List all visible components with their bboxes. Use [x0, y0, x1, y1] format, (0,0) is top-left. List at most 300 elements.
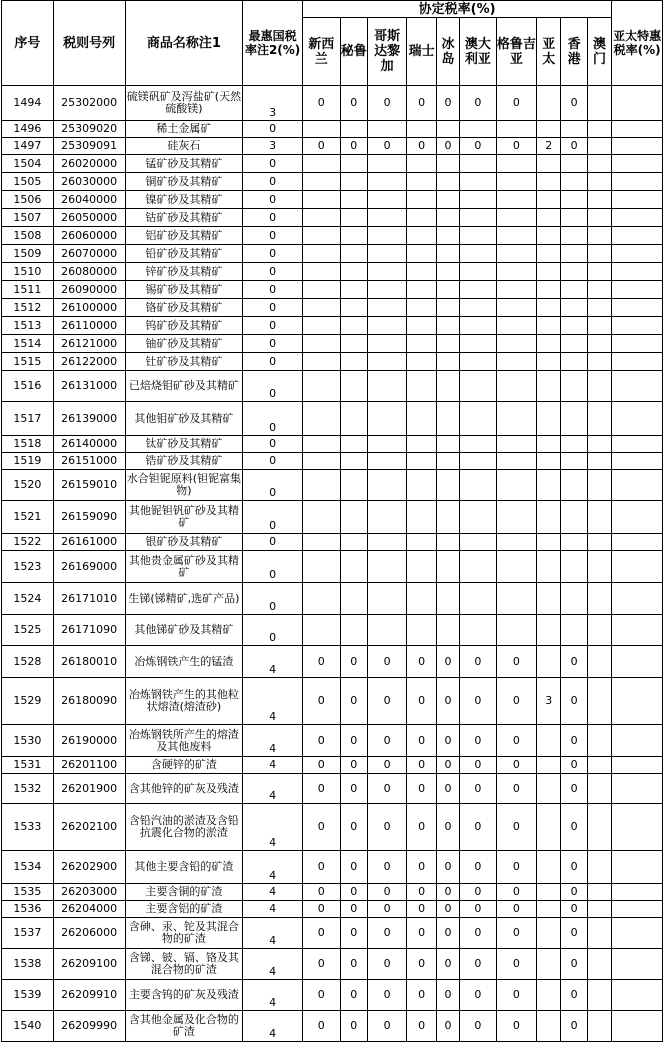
row-special	[612, 1011, 663, 1042]
row-rate	[303, 335, 341, 353]
header-country: 澳大利亚	[460, 18, 496, 86]
row-rate	[460, 402, 496, 436]
row-rate	[460, 371, 496, 402]
row-rate	[460, 317, 496, 335]
row-seq: 1531	[2, 757, 54, 774]
table-row	[2, 884, 663, 901]
row-name: 铅矿砂及其精矿	[125, 245, 243, 263]
row-mfn: 0	[243, 245, 303, 263]
row-rate	[436, 335, 459, 353]
row-rate: 0	[561, 804, 587, 851]
row-special	[612, 470, 663, 501]
row-code: 26209990	[53, 1011, 125, 1042]
row-rate: 0	[460, 901, 496, 918]
row-mfn: 0	[243, 299, 303, 317]
row-rate	[561, 245, 587, 263]
row-special	[612, 534, 663, 551]
row-rate	[407, 453, 436, 470]
row-seq: 1532	[2, 774, 54, 804]
row-rate	[561, 281, 587, 299]
table-row	[2, 901, 663, 918]
row-rate: 0	[303, 901, 341, 918]
row-name: 含其他锌的矿灰及残渣	[125, 774, 243, 804]
row-rate	[367, 470, 407, 501]
row-rate	[367, 299, 407, 317]
row-mfn: 0	[243, 371, 303, 402]
row-mfn: 0	[243, 121, 303, 138]
row-rate	[537, 615, 561, 646]
row-rate: 0	[561, 949, 587, 980]
row-rate	[496, 245, 537, 263]
row-special	[612, 121, 663, 138]
row-special	[612, 501, 663, 534]
row-rate: 0	[303, 725, 341, 757]
row-rate: 0	[460, 949, 496, 980]
row-rate	[537, 281, 561, 299]
table-row	[2, 851, 663, 884]
row-seq: 1539	[2, 980, 54, 1011]
row-rate	[537, 245, 561, 263]
row-rate: 0	[340, 804, 367, 851]
row-rate	[587, 86, 611, 121]
row-special	[612, 774, 663, 804]
table-row	[2, 227, 663, 245]
row-rate	[407, 281, 436, 299]
row-rate	[460, 121, 496, 138]
row-name: 钴矿砂及其精矿	[125, 209, 243, 227]
row-mfn: 4	[243, 1011, 303, 1042]
row-name: 含硬锌的矿渣	[125, 757, 243, 774]
row-rate: 0	[367, 918, 407, 949]
row-seq: 1533	[2, 804, 54, 851]
row-special	[612, 281, 663, 299]
row-special	[612, 191, 663, 209]
row-name: 其他钼矿砂及其精矿	[125, 402, 243, 436]
row-seq: 1494	[2, 86, 54, 121]
row-rate: 0	[407, 1011, 436, 1042]
row-seq: 1513	[2, 317, 54, 335]
row-seq: 1535	[2, 884, 54, 901]
header-name: 商品名称注1	[125, 1, 243, 86]
row-rate: 0	[303, 646, 341, 678]
row-rate	[303, 281, 341, 299]
row-rate	[340, 263, 367, 281]
row-rate	[587, 901, 611, 918]
row-mfn: 4	[243, 980, 303, 1011]
tariff-table	[1, 0, 663, 1042]
row-code: 25302000	[53, 86, 125, 121]
row-rate: 0	[340, 851, 367, 884]
row-rate	[587, 757, 611, 774]
row-rate: 0	[367, 138, 407, 155]
row-rate	[340, 534, 367, 551]
row-seq: 1497	[2, 138, 54, 155]
row-rate	[537, 1011, 561, 1042]
row-rate	[537, 646, 561, 678]
row-rate	[436, 191, 459, 209]
row-rate	[561, 173, 587, 191]
row-rate: 0	[340, 646, 367, 678]
row-seq: 1517	[2, 402, 54, 436]
row-mfn: 4	[243, 901, 303, 918]
row-rate	[407, 501, 436, 534]
row-code: 26171010	[53, 583, 125, 615]
row-rate: 0	[340, 86, 367, 121]
row-rate	[367, 173, 407, 191]
row-seq: 1515	[2, 353, 54, 371]
table-row	[2, 245, 663, 263]
row-rate	[367, 317, 407, 335]
row-name: 铝矿砂及其精矿	[125, 227, 243, 245]
row-name: 硅灰石	[125, 138, 243, 155]
table-row	[2, 86, 663, 121]
row-seq: 1530	[2, 725, 54, 757]
row-rate: 0	[460, 884, 496, 901]
row-rate	[407, 121, 436, 138]
row-special	[612, 949, 663, 980]
row-rate	[436, 551, 459, 583]
row-rate: 0	[460, 1011, 496, 1042]
row-rate: 0	[436, 774, 459, 804]
table-row	[2, 299, 663, 317]
row-rate	[537, 453, 561, 470]
row-code: 26080000	[53, 263, 125, 281]
row-rate: 0	[561, 884, 587, 901]
row-rate	[340, 209, 367, 227]
row-rate: 0	[496, 725, 537, 757]
row-rate	[407, 245, 436, 263]
row-rate	[496, 470, 537, 501]
row-rate: 0	[496, 884, 537, 901]
row-rate	[303, 453, 341, 470]
row-rate	[367, 436, 407, 453]
table-row	[2, 281, 663, 299]
row-rate	[340, 191, 367, 209]
row-rate	[537, 191, 561, 209]
table-row	[2, 551, 663, 583]
row-mfn: 0	[243, 583, 303, 615]
row-rate	[407, 317, 436, 335]
row-special	[612, 335, 663, 353]
row-rate	[460, 245, 496, 263]
row-code: 26203000	[53, 884, 125, 901]
row-rate	[460, 453, 496, 470]
row-rate: 0	[340, 774, 367, 804]
row-rate	[460, 534, 496, 551]
row-special	[612, 980, 663, 1011]
row-rate	[561, 402, 587, 436]
row-rate: 0	[561, 851, 587, 884]
row-rate	[587, 1011, 611, 1042]
row-code: 26209910	[53, 980, 125, 1011]
row-rate	[303, 371, 341, 402]
row-rate	[496, 299, 537, 317]
row-rate	[303, 227, 341, 245]
table-row	[2, 678, 663, 725]
row-rate: 0	[436, 86, 459, 121]
row-seq: 1516	[2, 371, 54, 402]
row-rate: 0	[460, 86, 496, 121]
table-row	[2, 317, 663, 335]
row-rate	[561, 155, 587, 173]
row-name: 生锑(锑精矿,选矿产品)	[125, 583, 243, 615]
row-rate: 0	[367, 804, 407, 851]
row-name: 稀土金属矿	[125, 121, 243, 138]
table-row	[2, 209, 663, 227]
row-mfn: 4	[243, 884, 303, 901]
row-rate: 0	[460, 918, 496, 949]
row-rate	[407, 534, 436, 551]
table-row	[2, 138, 663, 155]
row-rate	[303, 245, 341, 263]
row-rate	[537, 501, 561, 534]
row-rate: 0	[367, 949, 407, 980]
row-code: 26206000	[53, 918, 125, 949]
row-rate	[303, 155, 341, 173]
row-rate	[561, 501, 587, 534]
row-rate	[367, 245, 407, 263]
table-row	[2, 980, 663, 1011]
row-rate	[303, 191, 341, 209]
row-mfn: 4	[243, 918, 303, 949]
table-row	[2, 371, 663, 402]
row-rate	[561, 534, 587, 551]
row-code: 26180010	[53, 646, 125, 678]
row-name: 冶炼钢铁产生的其他粒状熔渣(熔渣砂)	[125, 678, 243, 725]
row-rate: 0	[561, 646, 587, 678]
row-rate: 0	[561, 980, 587, 1011]
row-rate	[537, 884, 561, 901]
row-rate	[537, 949, 561, 980]
header-agreement: 协定税率(%)	[303, 1, 612, 18]
table-row	[2, 501, 663, 534]
row-rate	[587, 615, 611, 646]
row-rate	[460, 155, 496, 173]
row-rate	[537, 901, 561, 918]
row-rate: 0	[303, 851, 341, 884]
row-mfn: 0	[243, 209, 303, 227]
row-rate	[436, 121, 459, 138]
row-rate	[436, 353, 459, 371]
row-special	[612, 583, 663, 615]
row-mfn: 4	[243, 949, 303, 980]
table-row	[2, 774, 663, 804]
row-rate	[407, 436, 436, 453]
row-rate	[561, 299, 587, 317]
row-rate: 0	[496, 901, 537, 918]
row-mfn: 4	[243, 725, 303, 757]
row-rate	[561, 335, 587, 353]
row-rate: 0	[496, 86, 537, 121]
row-rate: 0	[407, 725, 436, 757]
row-rate: 0	[367, 86, 407, 121]
row-rate: 0	[367, 901, 407, 918]
row-name: 锆矿砂及其精矿	[125, 453, 243, 470]
row-rate	[367, 281, 407, 299]
row-rate	[303, 615, 341, 646]
row-special	[612, 353, 663, 371]
row-rate	[537, 173, 561, 191]
header-country: 格鲁吉亚	[496, 18, 537, 86]
row-rate	[436, 583, 459, 615]
row-rate	[303, 436, 341, 453]
header-country: 秘鲁	[340, 18, 367, 86]
row-rate	[407, 615, 436, 646]
row-rate	[340, 371, 367, 402]
row-name: 锡矿砂及其精矿	[125, 281, 243, 299]
row-rate: 0	[496, 774, 537, 804]
row-rate: 0	[407, 901, 436, 918]
row-code: 26020000	[53, 155, 125, 173]
row-rate	[587, 317, 611, 335]
row-rate	[340, 501, 367, 534]
row-rate	[587, 263, 611, 281]
row-rate	[496, 551, 537, 583]
row-rate: 0	[367, 678, 407, 725]
row-rate	[367, 353, 407, 371]
table-row	[2, 757, 663, 774]
row-special	[612, 725, 663, 757]
row-special	[612, 436, 663, 453]
row-seq: 1511	[2, 281, 54, 299]
row-rate	[460, 615, 496, 646]
row-rate	[436, 436, 459, 453]
row-rate	[340, 470, 367, 501]
row-rate	[496, 317, 537, 335]
header-apta-special: 亚太特惠税率(%)	[612, 1, 663, 86]
row-code: 26171090	[53, 615, 125, 646]
row-rate	[537, 299, 561, 317]
row-rate	[407, 353, 436, 371]
row-rate	[496, 402, 537, 436]
row-rate: 0	[340, 757, 367, 774]
row-seq: 1520	[2, 470, 54, 501]
row-code: 26100000	[53, 299, 125, 317]
row-rate: 0	[303, 774, 341, 804]
row-code: 26121000	[53, 335, 125, 353]
row-rate	[537, 534, 561, 551]
row-rate: 0	[407, 138, 436, 155]
table-row	[2, 470, 663, 501]
row-rate	[587, 980, 611, 1011]
row-rate	[496, 227, 537, 245]
row-rate	[436, 299, 459, 317]
header-country: 香港	[561, 18, 587, 86]
row-rate: 0	[460, 851, 496, 884]
row-rate	[537, 263, 561, 281]
row-rate	[496, 534, 537, 551]
row-rate	[460, 501, 496, 534]
row-mfn: 0	[243, 281, 303, 299]
row-name: 银矿砂及其精矿	[125, 534, 243, 551]
row-rate: 0	[436, 804, 459, 851]
row-rate: 0	[561, 138, 587, 155]
row-rate	[436, 501, 459, 534]
row-mfn: 4	[243, 774, 303, 804]
row-rate	[496, 615, 537, 646]
row-name: 含锑、铍、镉、铬及其混合物的矿渣	[125, 949, 243, 980]
row-seq: 1523	[2, 551, 54, 583]
row-rate	[561, 121, 587, 138]
row-rate	[537, 436, 561, 453]
table-row	[2, 335, 663, 353]
row-rate	[303, 402, 341, 436]
row-rate	[340, 335, 367, 353]
header-country: 澳门	[587, 18, 611, 86]
row-rate	[496, 436, 537, 453]
row-rate: 0	[496, 646, 537, 678]
table-row	[2, 173, 663, 191]
row-rate	[367, 551, 407, 583]
row-rate	[587, 534, 611, 551]
row-rate: 0	[496, 851, 537, 884]
row-rate	[587, 209, 611, 227]
row-name: 锌矿砂及其精矿	[125, 263, 243, 281]
row-rate	[436, 453, 459, 470]
row-rate	[587, 804, 611, 851]
row-rate: 0	[460, 774, 496, 804]
row-rate	[561, 353, 587, 371]
row-rate: 0	[407, 851, 436, 884]
row-rate: 0	[340, 678, 367, 725]
row-code: 26122000	[53, 353, 125, 371]
row-rate	[367, 121, 407, 138]
row-special	[612, 371, 663, 402]
row-rate: 0	[407, 980, 436, 1011]
row-rate: 0	[367, 1011, 407, 1042]
row-rate: 0	[561, 86, 587, 121]
row-rate	[407, 155, 436, 173]
row-rate	[436, 317, 459, 335]
row-seq: 1507	[2, 209, 54, 227]
row-rate	[436, 263, 459, 281]
row-rate	[303, 263, 341, 281]
row-rate	[561, 263, 587, 281]
header-country: 瑞士	[407, 18, 436, 86]
row-code: 26110000	[53, 317, 125, 335]
row-rate	[496, 353, 537, 371]
row-name: 主要含钨的矿灰及残渣	[125, 980, 243, 1011]
row-rate	[587, 551, 611, 583]
row-code: 26159010	[53, 470, 125, 501]
row-rate: 0	[496, 980, 537, 1011]
row-rate	[436, 402, 459, 436]
row-mfn: 0	[243, 155, 303, 173]
row-mfn: 0	[243, 173, 303, 191]
row-rate: 0	[303, 1011, 341, 1042]
table-row	[2, 353, 663, 371]
row-rate	[496, 371, 537, 402]
row-rate	[561, 227, 587, 245]
row-rate	[367, 453, 407, 470]
row-rate: 0	[496, 1011, 537, 1042]
row-rate	[367, 209, 407, 227]
row-rate	[460, 263, 496, 281]
row-rate	[587, 583, 611, 615]
row-rate	[303, 534, 341, 551]
row-rate: 0	[407, 884, 436, 901]
row-rate	[496, 583, 537, 615]
row-rate	[537, 121, 561, 138]
row-mfn: 0	[243, 615, 303, 646]
row-rate	[407, 209, 436, 227]
header-code: 税则号列	[53, 1, 125, 86]
row-rate	[496, 281, 537, 299]
row-rate: 0	[460, 757, 496, 774]
row-rate	[460, 209, 496, 227]
row-rate: 3	[537, 678, 561, 725]
row-rate: 0	[561, 774, 587, 804]
